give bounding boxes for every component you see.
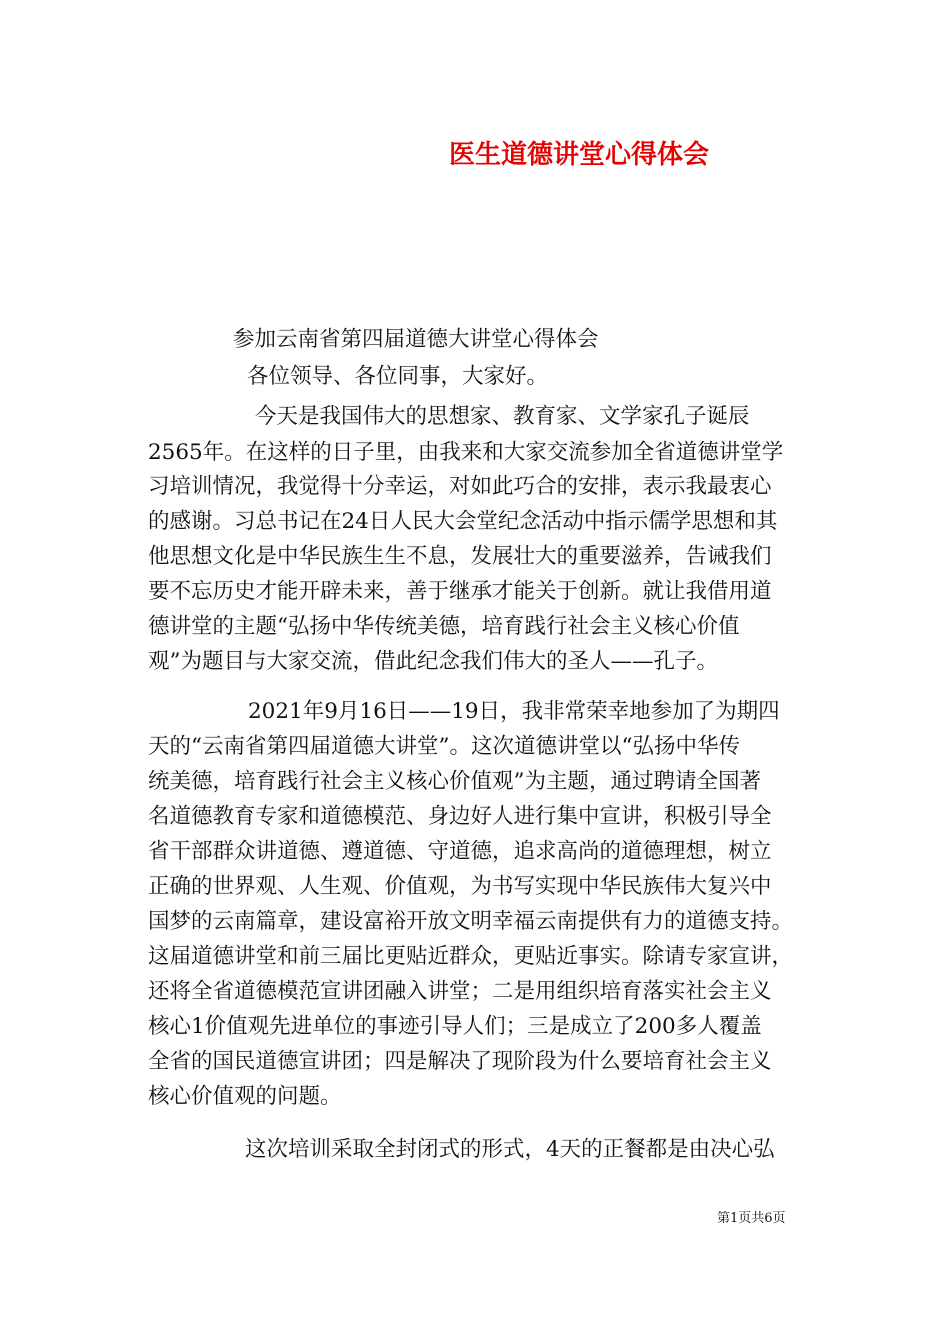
text-line: 省干部群众讲道德、遵道德、守道德，追求高尚的道德理想，树立 — [148, 839, 772, 864]
text-line: 2565年。在这样的日子里，由我来和大家交流参加全省道德讲堂学 — [148, 440, 784, 465]
text-line: 各位领导、各位同事，大家好。 — [247, 364, 549, 389]
text-line: 德讲堂的主题“弘扬中华传统美德，培育践行社会主义核心价值 — [148, 614, 740, 639]
text-line: 天的“云南省第四届道德大讲堂”。这次道德讲堂以“弘扬中华传 — [148, 734, 740, 759]
text-line: 今天是我国伟大的思想家、教育家、文学家孔子诞辰 — [255, 404, 750, 429]
text-line: 核心1价值观先进单位的事迹引导人们；三是成立了200多人覆盖 — [148, 1014, 762, 1039]
text-line: 参加云南省第四届道德大讲堂心得体会 — [233, 327, 599, 352]
document-title: 医生道德讲堂心得体会 — [449, 140, 710, 170]
text-line: 正确的世界观、人生观、价值观，为书写实现中华民族伟大复兴中 — [148, 874, 772, 899]
text-line: 统美德，培育践行社会主义核心价值观”为主题，通过聘请全国著 — [148, 769, 761, 794]
text-line: 的感谢。习总书记在24日人民大会堂纪念活动中指示儒学思想和其 — [148, 509, 778, 534]
text-line: 他思想文化是中华民族生生不息，发展壮大的重要滋养，告诫我们 — [148, 544, 772, 569]
text-line: 这届道德讲堂和前三届比更贴近群众，更贴近事实。除请专家宣讲， — [148, 944, 794, 969]
text-line: 还将全省道德模范宣讲团融入讲堂；二是用组织培育落实社会主义 — [148, 979, 772, 1004]
text-line: 2021年9月16日——19日，我非常荣幸地参加了为期四 — [248, 699, 780, 724]
text-line: 全省的国民道德宣讲团；四是解决了现阶段为什么要培育社会主义 — [148, 1049, 772, 1074]
text-line: 国梦的云南篇章，建设富裕开放文明幸福云南提供有力的道德支持。 — [148, 909, 794, 934]
text-line: 要不忘历史才能开辟未来，善于继承才能关于创新。就让我借用道 — [148, 579, 772, 604]
text-line: 这次培训采取全封闭式的形式，4天的正餐都是由决心弘 — [245, 1137, 775, 1162]
text-line: 名道德教育专家和道德模范、身边好人进行集中宣讲，积极引导全 — [148, 804, 772, 829]
page-number: 第1页共6页 — [717, 1211, 786, 1226]
text-line: 核心价值观的问题。 — [148, 1084, 342, 1109]
text-line: 习培训情况，我觉得十分幸运，对如此巧合的安排，表示我最衷心 — [148, 474, 772, 499]
text-line: 观”为题目与大家交流，借此纪念我们伟大的圣人——孔子。 — [148, 649, 718, 674]
